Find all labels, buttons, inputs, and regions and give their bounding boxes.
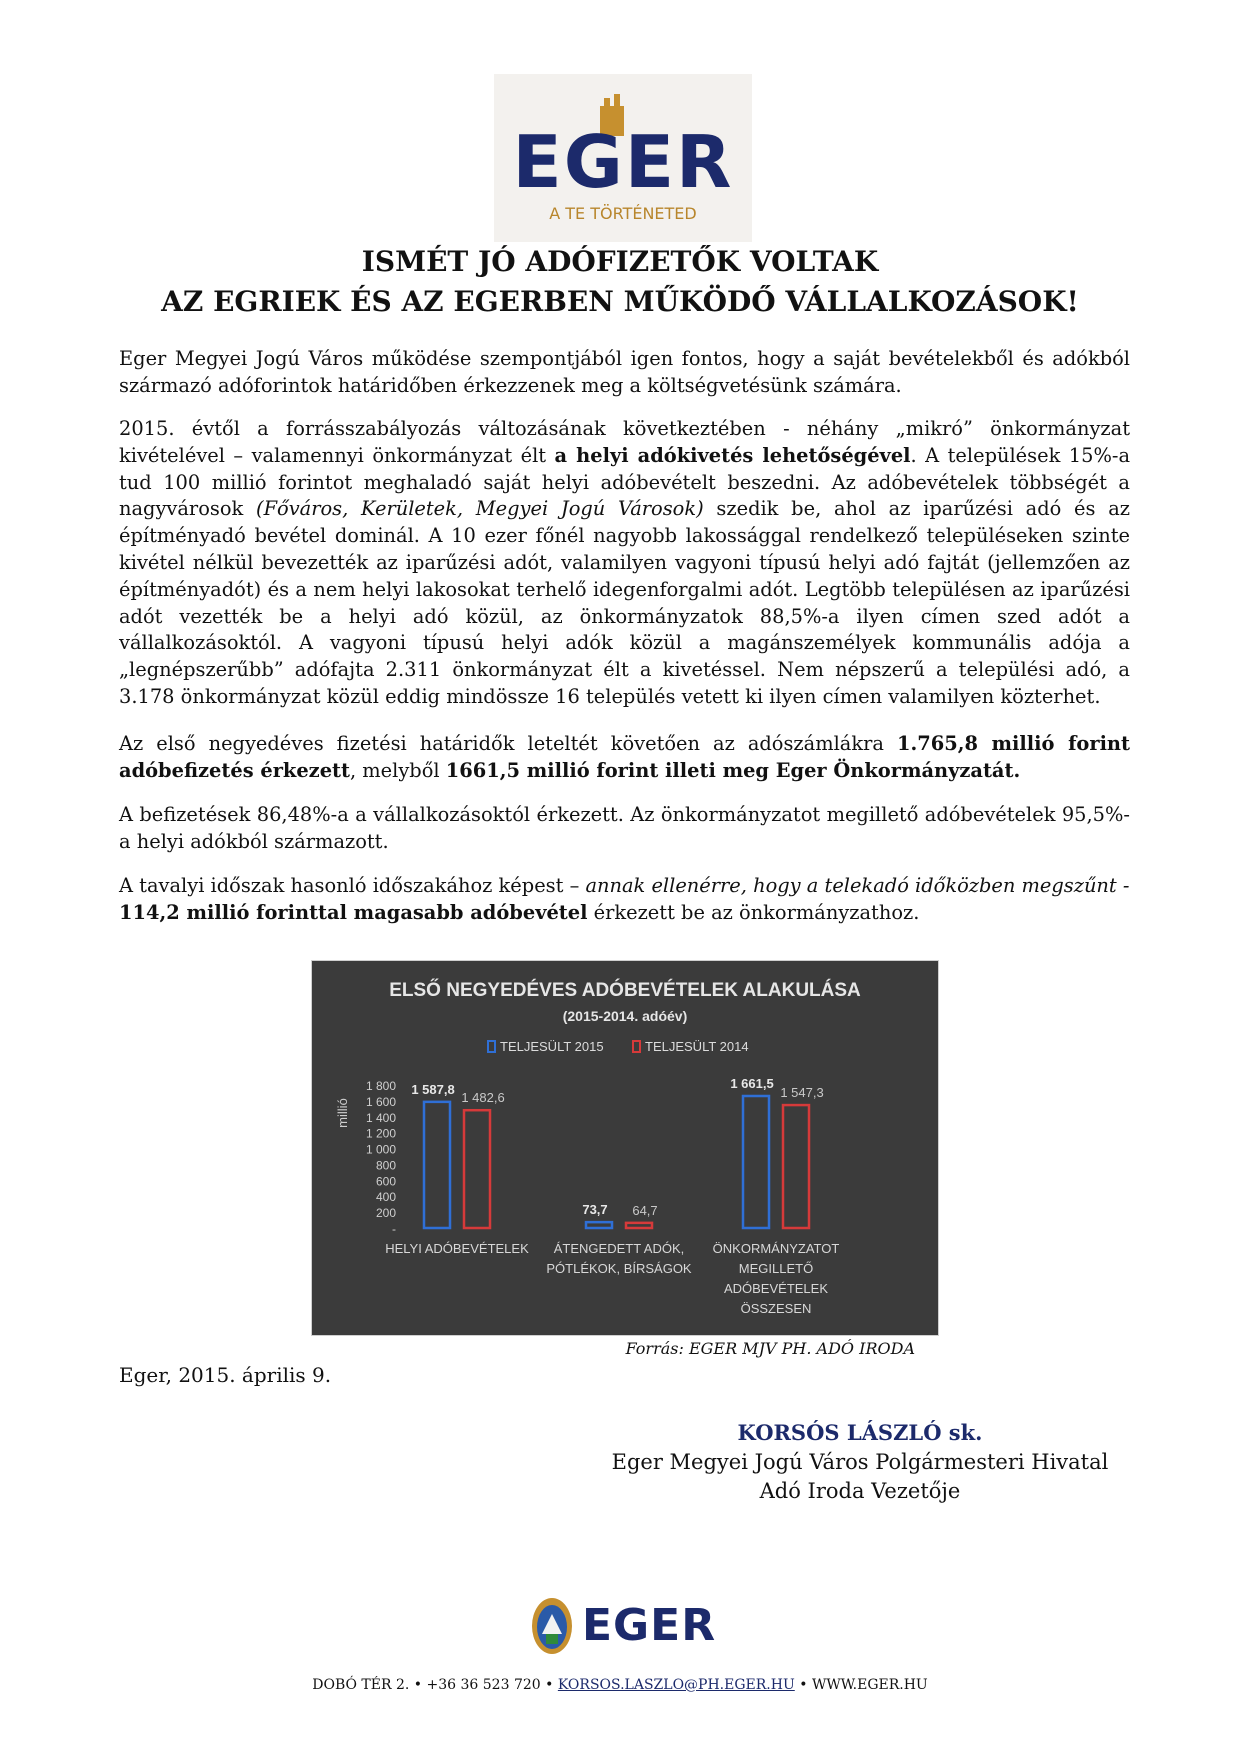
data-label: 1 661,5 — [730, 1076, 774, 1092]
signature-office: Eger Megyei Jogú Város Polgármesteri Hivatal — [611, 1450, 1109, 1474]
paragraph-5 — [119, 873, 1130, 927]
chart-svg — [312, 961, 938, 1335]
data-label: 73,7 — [582, 1202, 608, 1218]
paragraph-1-text: Eger Megyei Jogú Város működése szempontjából igen fontos, hogy a saját bevételekből és adókból származó adóforintok határidőben érkezzenek meg a költségvetésünk számára. — [119, 347, 1130, 397]
eger-logo — [494, 74, 752, 242]
category-label: MEGILLETŐ — [738, 1261, 814, 1276]
bar — [743, 1096, 769, 1228]
y-tick-label: 1 600 — [365, 1094, 396, 1109]
p5-text-a: A tavalyi időszak hasonló időszakához képest – — [119, 874, 586, 897]
p2-text-c: szedik be, ahol az iparűzési adó és az építményadó bevétel dominál. A 10 ezer főnél nagyobb lakossággal rendelkező településeken szinte kivétel nélkül bevezették az iparűzési adót, valamilyen vagyoni típusú helyi adó fajtát (jellemzően az építményadót) és a nem helyi lakosokat terhelő idegenforgalmi adót. Legtöbb településen az iparűzési adót vezették be a helyi adó közül, az önkormányzatok 88,5%-a ilyen címen szed adót a vállalkozásoktól. A vagyoni típusú helyi adók közül a magánszemélyek kommunális adója a „legnépszerűbb” adófajta 2.311 önkormányzat élt a kivetéssel. Nem népszerű a települési adó, a 3.178 önkormányzat közül eddig mindössze 16 település vetett ki ilyen címen valamilyen közterhet. — [119, 497, 1130, 708]
legend-swatch — [633, 1041, 640, 1052]
eger-coat-of-arms-logo — [528, 1590, 718, 1664]
signature-name: KORSÓS LÁSZLÓ sk. — [737, 1420, 983, 1445]
p3-text-b: , melyből — [349, 758, 446, 782]
paragraph-3 — [119, 731, 1130, 785]
bar — [586, 1222, 612, 1228]
p2-text-b: . A települések 15%-a tud 100 millió forintot meghaladó saját helyi adóbevételt beszedni. Az adóbevételek többségét a nagyvárosok — [119, 443, 1131, 521]
chart-source: Forrás: EGER MJV PH. ADÓ IRODA — [625, 1339, 915, 1358]
data-label: 1 482,6 — [461, 1090, 505, 1106]
bar — [464, 1110, 490, 1228]
p3-bold-2: 1661,5 millió forint illeti meg Eger Önkormányzatát — [445, 758, 1014, 782]
tax-revenue-chart — [311, 960, 939, 1336]
category-label: ADÓBEVÉTELEK — [723, 1281, 829, 1296]
y-tick-label: 600 — [375, 1174, 396, 1189]
category-label: HELYI ADÓBEVÉTELEK — [385, 1241, 529, 1256]
y-tick-label: 1 000 — [365, 1142, 396, 1157]
bar — [783, 1105, 809, 1228]
y-tick-label: 1 200 — [365, 1126, 396, 1141]
legend-swatch — [488, 1041, 495, 1052]
paragraph-1 — [119, 346, 1130, 400]
footer-separator: • — [799, 1677, 808, 1693]
footer-separator: • — [545, 1677, 554, 1693]
category-label: ÁTENGEDETT ADÓK, — [553, 1241, 685, 1256]
logo-tagline: A TE TÖRTÉNETED — [549, 204, 697, 223]
bar — [424, 1102, 450, 1228]
p3-text-c: . — [1013, 758, 1021, 782]
p5-bold: 114,2 millió forinttal magasabb adóbevétel — [119, 900, 588, 924]
data-label: 1 547,3 — [780, 1085, 824, 1101]
dateline: Eger, 2015. április 9. — [119, 1363, 332, 1387]
p5-text-b: érkezett be az önkormányzathoz. — [587, 900, 920, 924]
data-label: 64,7 — [632, 1202, 658, 1218]
p2-italic: (Főváros, Kerületek, Megyei Jogú Városok) — [256, 497, 704, 521]
y-tick-label: 400 — [375, 1190, 396, 1205]
footer-phone: +36 36 523 720 — [426, 1677, 541, 1693]
bar — [626, 1223, 652, 1228]
footer-email-link[interactable]: KORSOS.LASZLO@PH.EGER.HU — [557, 1677, 795, 1693]
y-axis-label: millió — [335, 1098, 350, 1128]
p2-bold: a helyi adókivetés lehetőségével — [554, 443, 911, 467]
headline-line-2: AZ EGRIEK ÉS AZ EGERBEN MŰKÖDŐ VÁLLALKOZÁSOK! — [161, 285, 1079, 318]
paragraph-2 — [119, 416, 1130, 711]
signature-role: Adó Iroda Vezetője — [759, 1479, 961, 1503]
headline-line-1: ISMÉT JÓ ADÓFIZETŐK VOLTAK — [361, 245, 879, 278]
footer-address: DOBÓ TÉR 2. — [312, 1677, 410, 1693]
category-label: ÖSSZESEN — [740, 1301, 812, 1316]
p2-text-a: 2015. évtől a forrásszabályozás változásának következtében - néhány „mikró” önkormányzat kivételével – valamennyi önkormányzat élt — [119, 417, 1130, 467]
paragraph-4 — [119, 802, 1130, 856]
y-tick-label: 1 800 — [365, 1079, 396, 1093]
y-tick-label: - — [392, 1222, 396, 1236]
logo-wordmark: EGER — [512, 120, 734, 204]
category-label: ÖNKORMÁNYZATOT — [712, 1241, 840, 1256]
category-label: PÓTLÉKOK, BÍRSÁGOK — [546, 1261, 692, 1276]
p3-bold-1: 1.765,8 millió forint adóbefizetés érkezett — [119, 732, 1130, 782]
legend-label: TELJESÜLT 2014 — [645, 1039, 749, 1054]
y-tick-label: 800 — [375, 1158, 396, 1173]
chart-title: ELSŐ NEGYEDÉVES ADÓBEVÉTELEK ALAKULÁSA — [389, 980, 861, 1001]
bottom-logo-wordmark: EGER — [582, 1600, 717, 1651]
y-tick-label: 200 — [375, 1206, 396, 1221]
footer-contact — [0, 1677, 1240, 1693]
headline — [60, 242, 1180, 322]
data-label: 1 587,8 — [411, 1081, 455, 1097]
p3-text-a: Az első negyedéves fizetési határidők leteltét követően az adószámlákra — [119, 732, 897, 755]
footer-separator: • — [413, 1677, 423, 1693]
paragraph-4-text: A befizetések 86,48%-a a vállalkozásoktól érkezett. Az önkormányzatot megillető adóbevételek 95,5%-a helyi adókból származott. — [119, 803, 1130, 853]
legend-label: TELJESÜLT 2015 — [500, 1039, 604, 1054]
chart-subtitle: (2015-2014. adóév) — [562, 1008, 688, 1024]
p5-italic: annak ellenérre, hogy a telekadó időközben megszűnt - — [585, 874, 1130, 897]
y-tick-label: 1 400 — [365, 1110, 396, 1125]
footer-web: WWW.EGER.HU — [811, 1677, 928, 1693]
